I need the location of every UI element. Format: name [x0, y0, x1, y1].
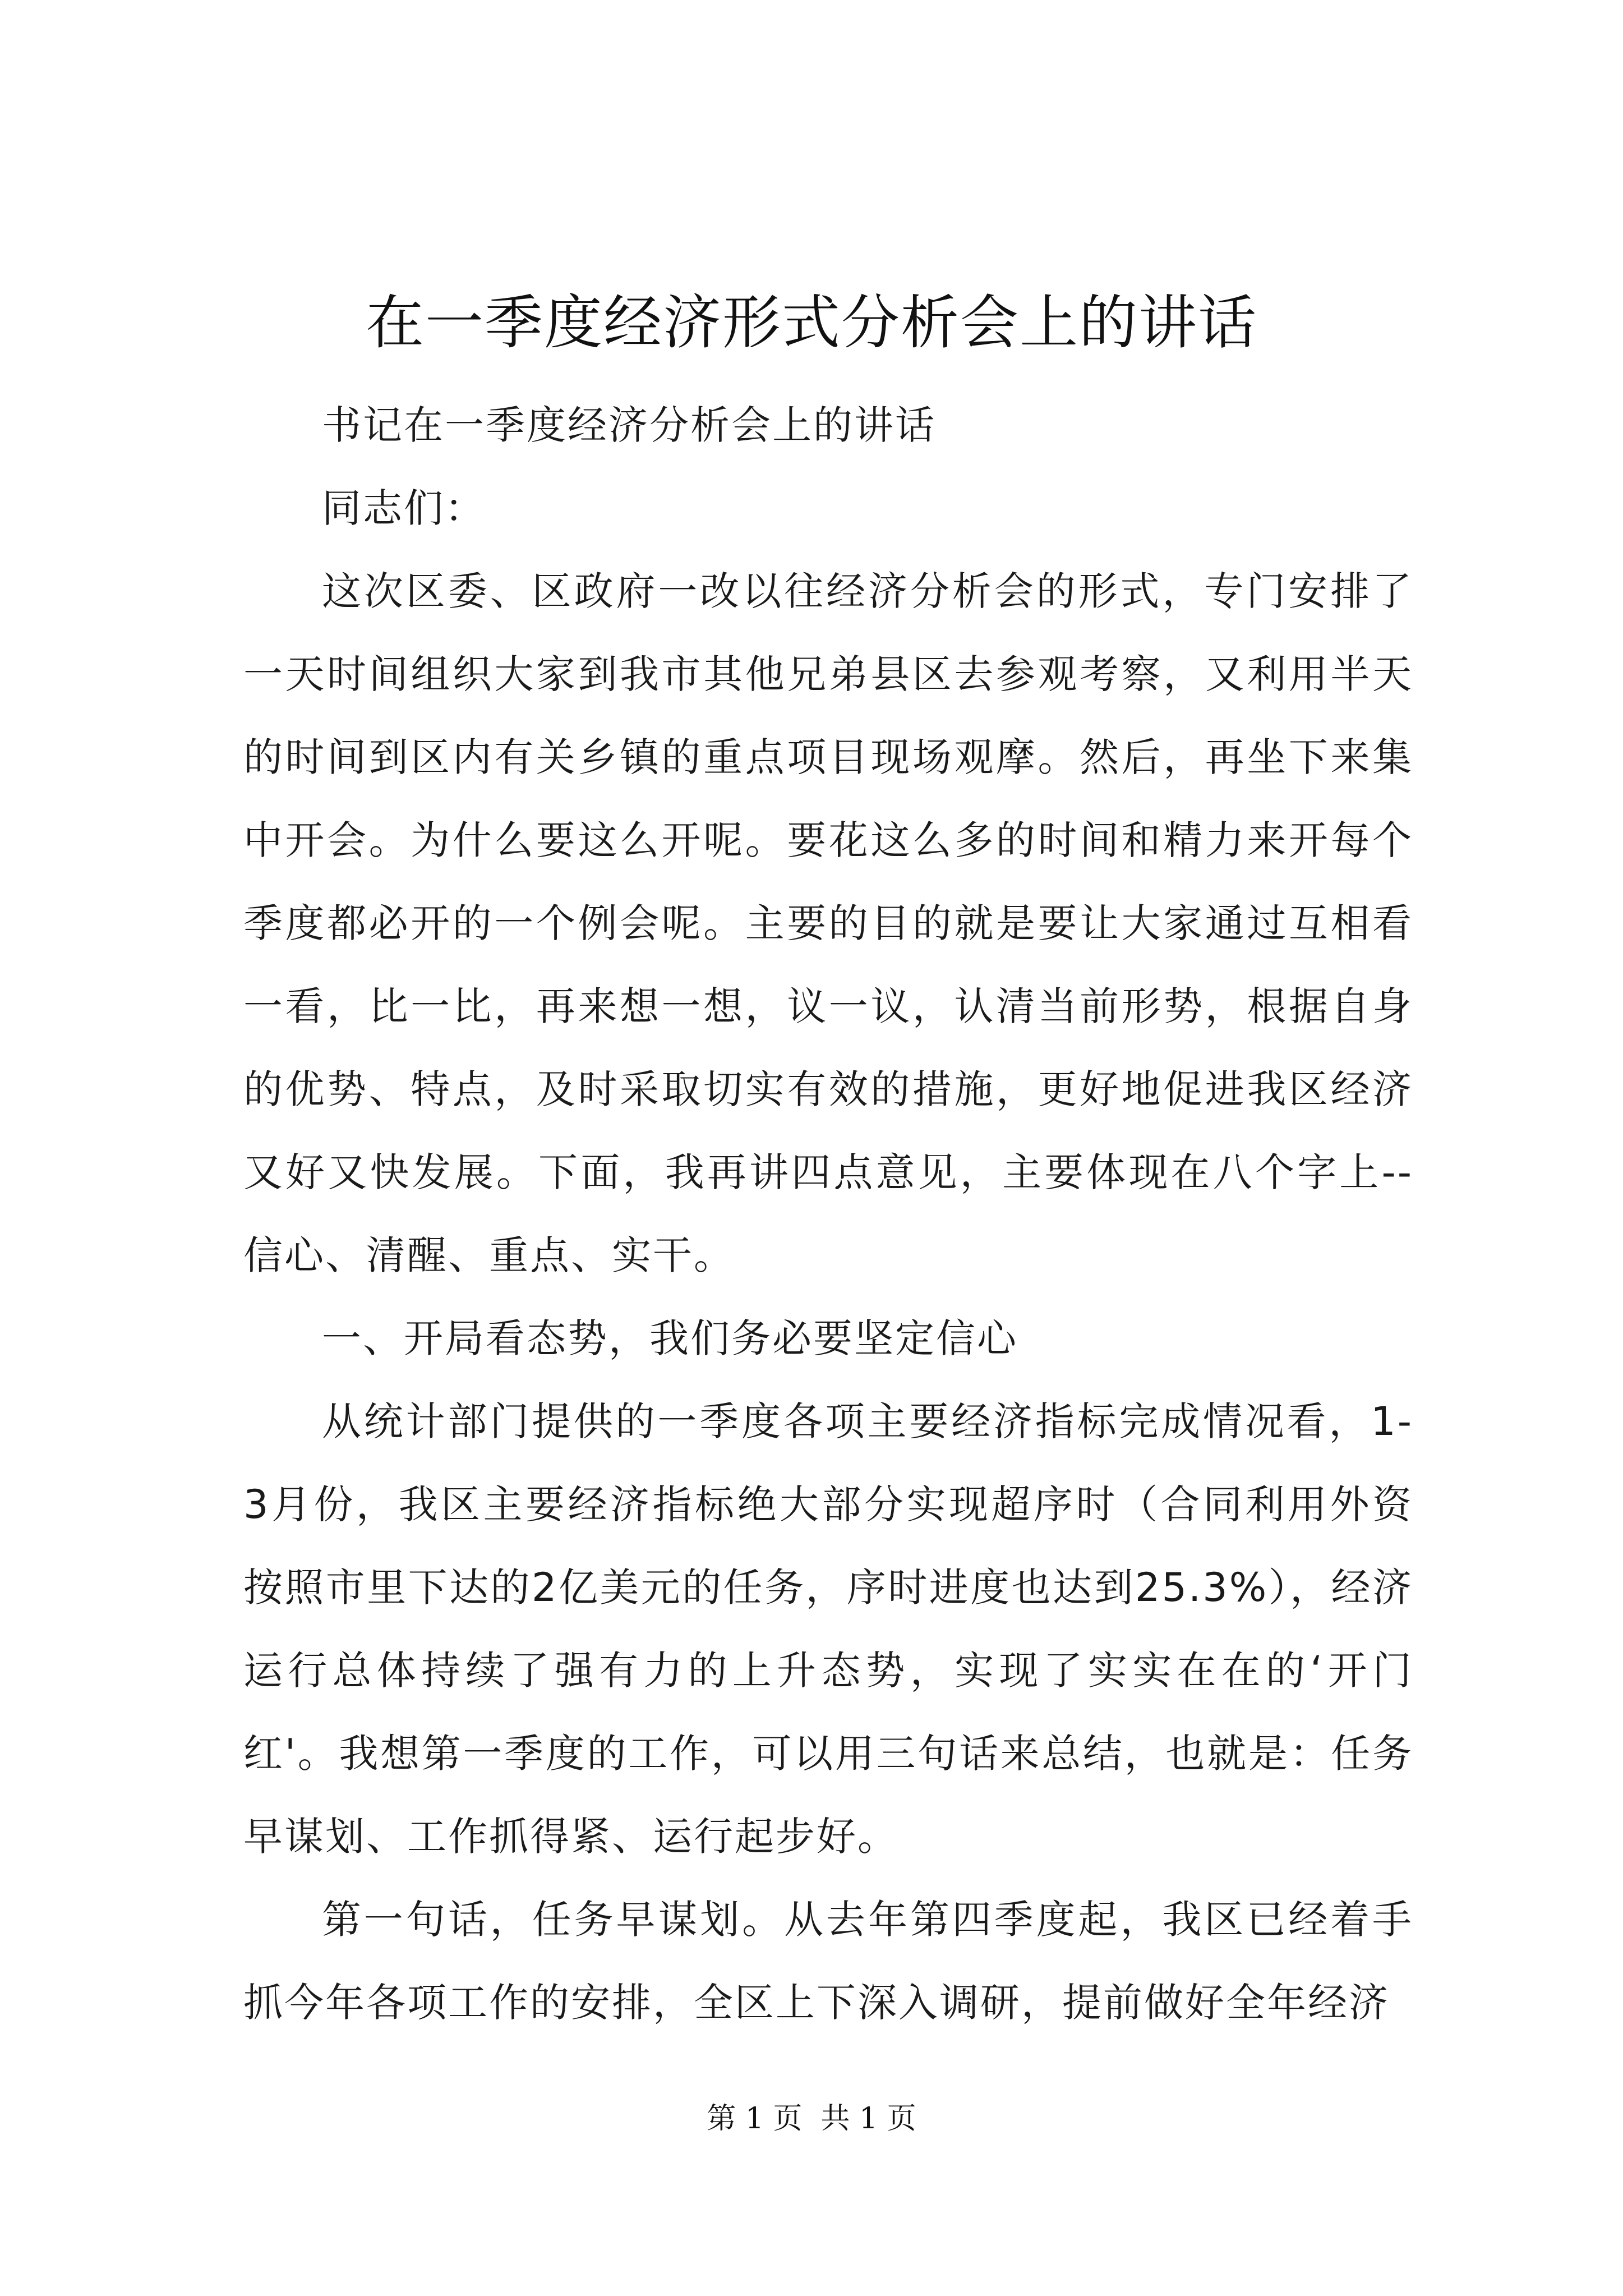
- section-heading: 一、开局看态势，我们务必要坚定信心: [322, 1315, 1018, 1361]
- document-title: 在一季度经济形式分析会上的讲话: [365, 288, 1257, 357]
- paragraph-subtitle: 书记在一季度经济分析会上的讲话: [322, 402, 936, 448]
- paragraph: 从统计部门提供的一季度各项主要经济指标完成情况看，1-3月份，我区主要经济指标绝大部分实现超序时（合同利用外资按照市里下达的2亿美元的任务，序时进度也达到25.3%），经济运行总体持续了强有力的上升态势，实现了实实在在的‘开门红'。我想第一季度的工作，可以用三句话来总结，也就是：任务早谋划、工作抓得紧、运行起步好。: [243, 1398, 1413, 1860]
- page-footer: [0, 2099, 1623, 2138]
- paragraph: 这次区委、区政府一改以往经济分析会的形式，专门安排了一天时间组织大家到我市其他兄弟县区去参观考察，又利用半天的时间到区内有关乡镇的重点项目现场观摩。然后，再坐下来集中开会。为什么要这么开呢。要花这么多的时间和精力来开每个季度都必开的一个例会呢。主要的目的就是要让大家通过互相看一看，比一比，再来想一想，议一议，认清当前形势，根据自身的优势、特点，及时采取切实有效的措施，更好地促进我区经济又好又快发展。下面，我再讲四点意见，主要体现在八个字上--信心、清醒、重点、实干。: [243, 568, 1413, 1278]
- document-body: [243, 384, 1413, 2044]
- paragraph-salutation: 同志们：: [322, 485, 486, 531]
- paragraph: 第一句话，任务早谋划。从去年第四季度起，我区已经着手抓今年各项工作的安排，全区上下深入调研，提前做好全年经济: [243, 1897, 1413, 2026]
- page-number: 第 1 页 共 1 页: [707, 2102, 916, 2136]
